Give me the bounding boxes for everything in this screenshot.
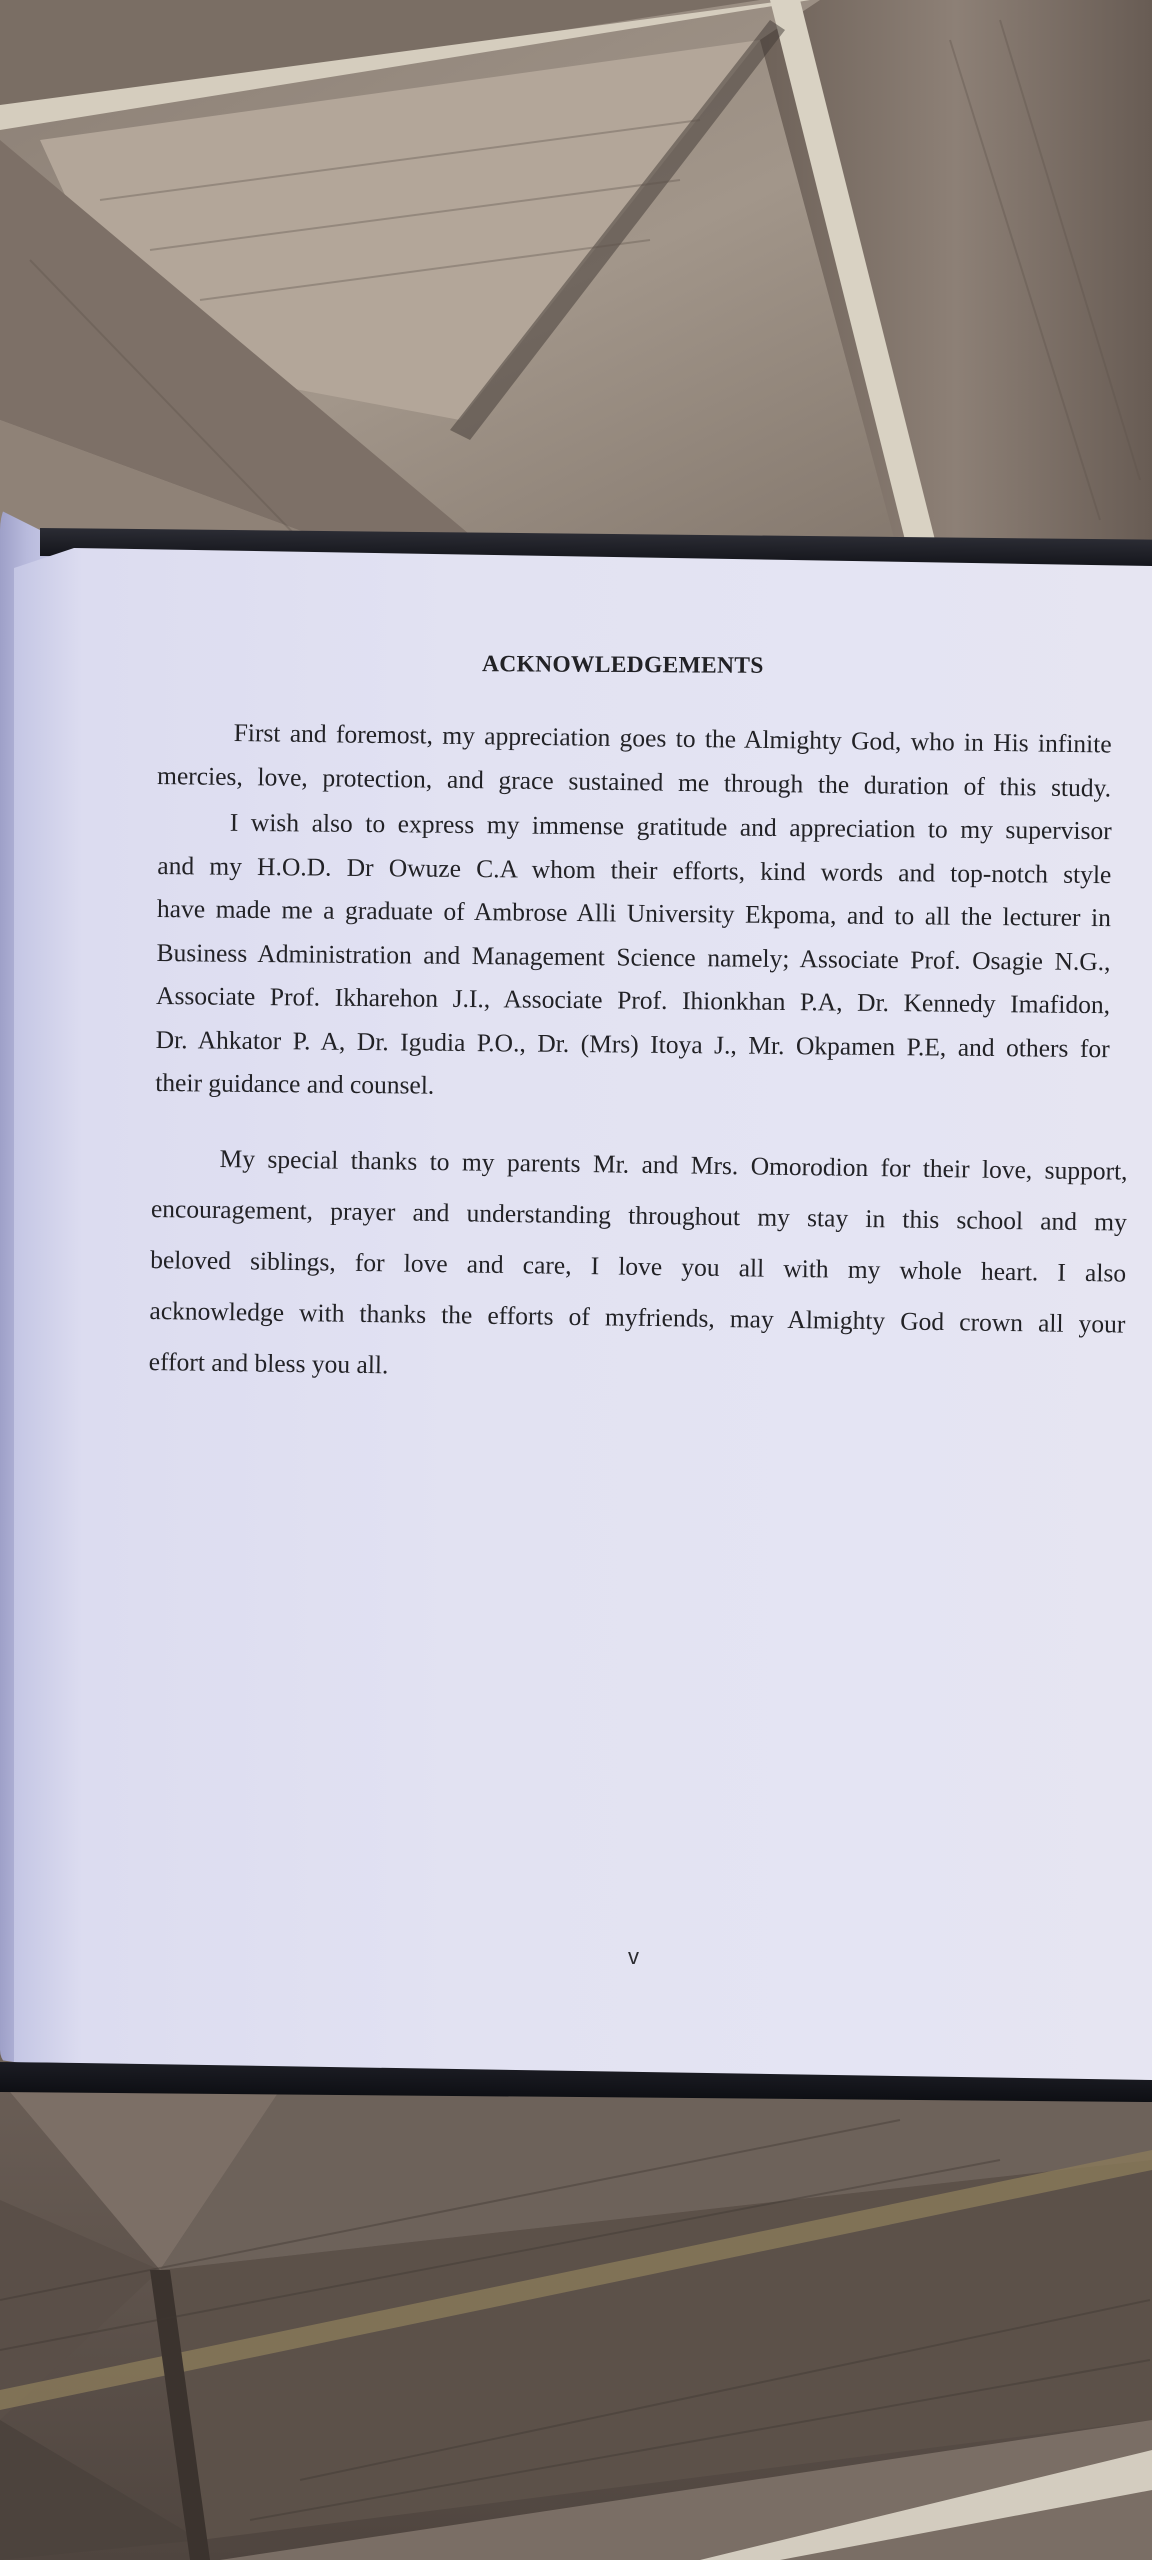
paragraph-line: acknowledge with thanks the efforts of myfriends, may Almighty God crown all your	[149, 1295, 1126, 1339]
paragraph-line: Business Administration and Management Science namely; Associate Prof. Osagie N.G.,	[156, 937, 1111, 976]
paragraph-line: mercies, love, protection, and grace sustained me through the duration of this study.	[156, 760, 1112, 802]
paragraph-line: I wish also to express my immense gratitude and appreciation to my supervisor	[229, 807, 1112, 846]
paragraph-line: My special thanks to my parents Mr. and Mrs. Omorodion for their love, support,	[219, 1143, 1128, 1186]
paragraph-line: effort and bless you all.	[148, 1346, 389, 1380]
page-title: ACKNOWLEDGEMENTS	[481, 651, 764, 679]
paragraph-line: Associate Prof. Ikharehon J.I., Associate Prof. Ihionkhan P.A, Dr. Kennedy Imafidon,	[155, 980, 1111, 1020]
paragraph-line: beloved siblings, for love and care, I love you all with my whole heart. I also	[150, 1244, 1127, 1288]
paragraph-line: Dr. Ahkator P. A, Dr. Igudia P.O., Dr. (Mrs) Itoya J., Mr. Okpamen P.E, and others for	[155, 1024, 1110, 1063]
paragraph-line: their guidance and counsel.	[155, 1067, 435, 1100]
page-number: v	[628, 1944, 639, 1969]
paragraph-line: have made me a graduate of Ambrose Alli University Ekpoma, and to all the lecturer in	[156, 893, 1112, 933]
paragraph-line: and my H.O.D. Dr Owuze C.A whom their efforts, kind words and top-notch style	[157, 850, 1112, 889]
paragraph-line: encouragement, prayer and understanding throughout my stay in this school and my	[150, 1193, 1128, 1237]
paragraph-line: First and foremost, my appreciation goes to the Almighty God, who in His infinite	[233, 717, 1112, 759]
paragraph-3	[148, 1132, 1127, 1401]
paragraph-2	[155, 800, 1112, 1114]
paragraph-1	[157, 710, 1112, 809]
